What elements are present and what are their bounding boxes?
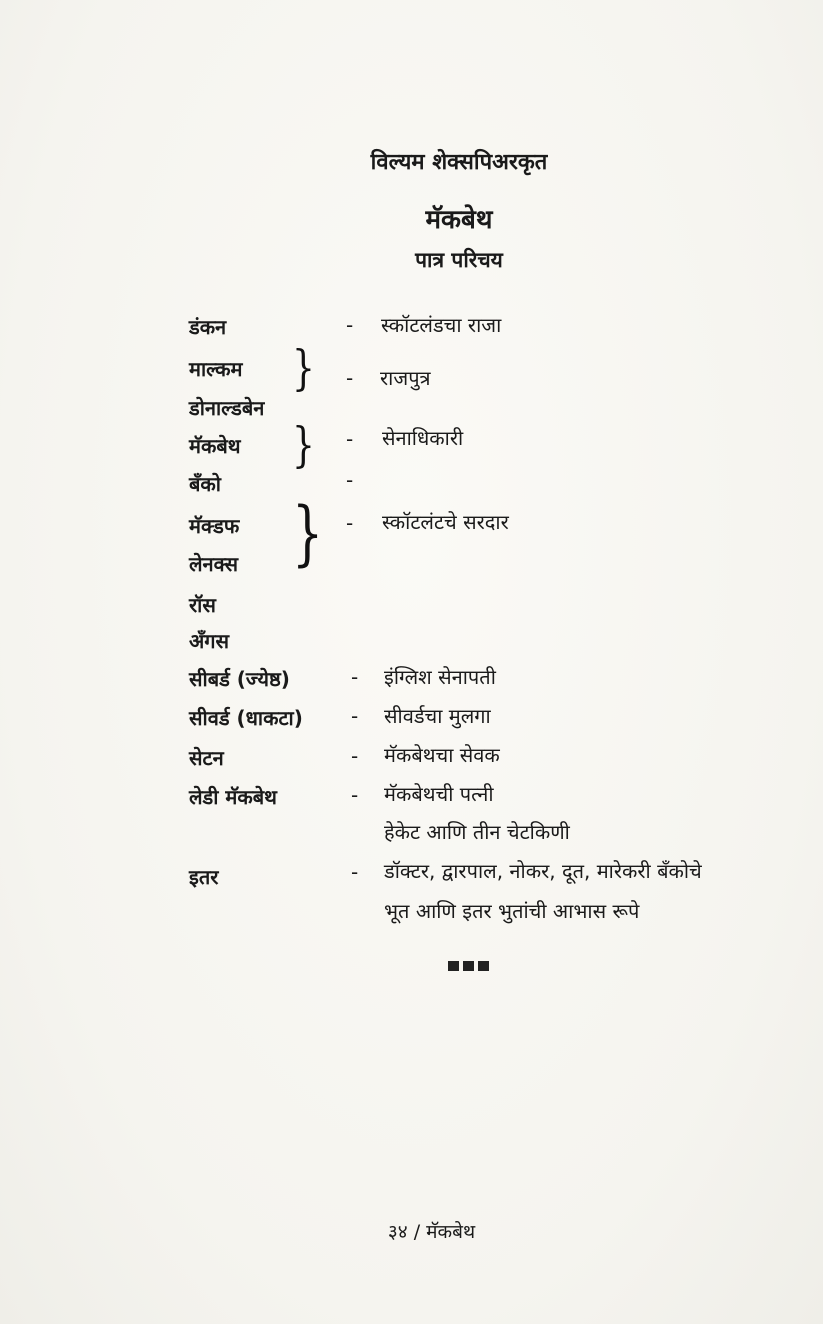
section-end-marker: [448, 961, 489, 971]
separator-dash: -: [351, 783, 359, 807]
separator-dash: -: [346, 511, 354, 535]
character-description: भूत आणि इतर भुतांची आभास रूपे: [384, 899, 640, 923]
separator-dash: -: [346, 366, 354, 390]
author-line: विल्यम शेक्सपिअरकृत: [370, 150, 548, 175]
right-brace-icon: }: [292, 340, 315, 396]
character-name: अँगस: [189, 629, 230, 653]
separator-dash: -: [351, 860, 359, 884]
character-description: मॅकबेथचा सेवक: [384, 743, 500, 767]
page-footer: ३४ / मॅकबेथ: [387, 1221, 476, 1243]
separator-dash: -: [351, 704, 359, 728]
separator-dash: -: [346, 427, 354, 451]
character-description: मॅकबेथची पत्नी: [384, 782, 494, 806]
character-name: सेटन: [189, 746, 224, 770]
character-name: सीबर्ड (ज्येष्ठ): [189, 667, 290, 691]
character-name: रॉस: [189, 593, 216, 617]
separator-dash: -: [346, 313, 354, 337]
right-brace-icon: }: [292, 492, 324, 574]
character-description: सेनाधिकारी: [382, 426, 464, 450]
character-description: स्कॉटलंडचा राजा: [381, 313, 502, 337]
separator-dash: -: [351, 665, 359, 689]
character-name: सीवर्ड (धाकटा): [189, 706, 303, 730]
character-name: डंकन: [189, 315, 227, 339]
character-name: बँको: [189, 472, 221, 496]
separator-dash: -: [346, 468, 354, 492]
character-name: इतर: [189, 865, 219, 889]
character-description: राजपुत्र: [380, 366, 431, 390]
character-description: डॉक्टर, द्वारपाल, नोकर, दूत, मारेकरी बँकोचे: [384, 859, 702, 883]
separator-dash: -: [351, 744, 359, 768]
character-name: मॅक्डफ: [189, 514, 240, 538]
character-description: हेकेट आणि तीन चेटकिणी: [384, 820, 570, 844]
character-name: माल्कम: [189, 357, 243, 381]
character-description: सीवर्डचा मुलगा: [384, 704, 491, 728]
character-description: स्कॉटलंटचे सरदार: [382, 510, 509, 534]
page-title: मॅकबेथ: [425, 205, 493, 235]
section-subtitle: पात्र परिचय: [415, 248, 503, 272]
character-name: मॅकबेथ: [189, 434, 241, 458]
character-description: इंग्लिश सेनापती: [384, 665, 496, 689]
character-name: लेडी मॅकबेथ: [189, 785, 277, 809]
character-name: लेनक्स: [189, 552, 238, 576]
right-brace-icon: }: [292, 417, 315, 473]
character-name: डोनाल्डबेन: [189, 396, 265, 420]
